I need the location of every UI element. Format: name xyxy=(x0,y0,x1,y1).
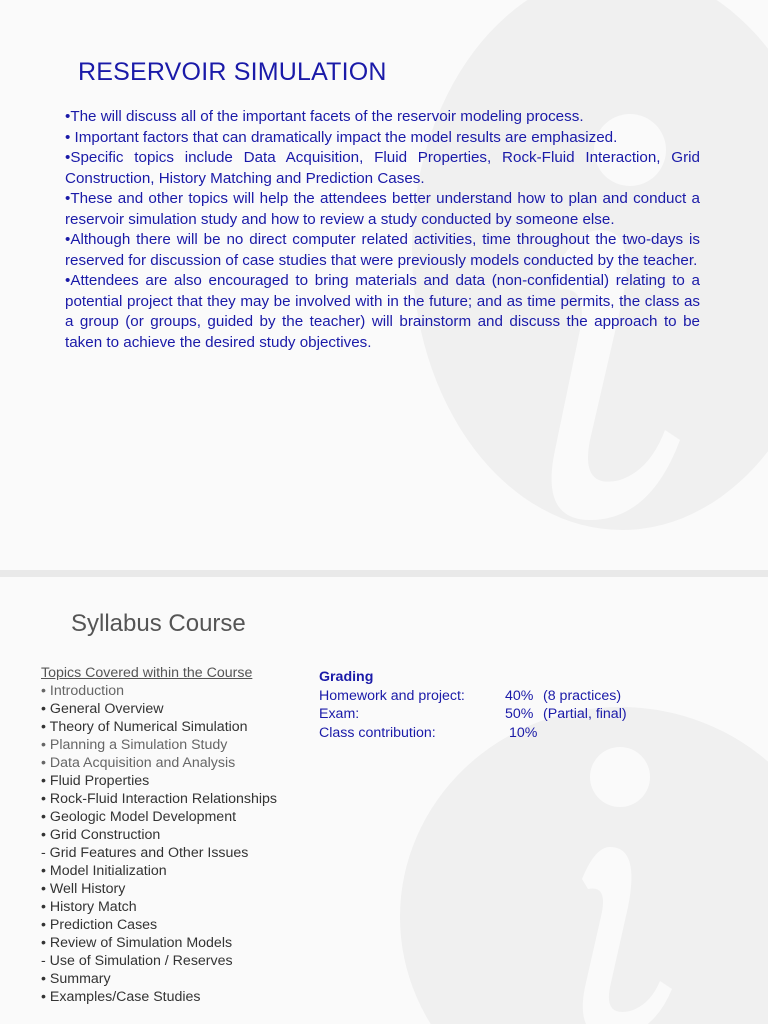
paragraph: •These and other topics will help the attendees better understand how to plan and conduct a reservoir simulation study and how to review a study conducted by someone else. xyxy=(65,190,700,228)
list-item: • Well History xyxy=(41,881,126,897)
list-item: - Grid Features and Other Issues xyxy=(41,845,249,861)
grade-row xyxy=(319,705,627,724)
list-item: • Rock-Fluid Interaction Relationships xyxy=(41,791,278,807)
list-item: • Planning a Simulation Study xyxy=(41,737,228,753)
grade-note: (Partial, final) xyxy=(543,706,627,722)
list-item: • Prediction Cases xyxy=(41,917,158,933)
grade-row xyxy=(319,724,538,743)
grading-title: Grading xyxy=(319,669,374,685)
list-item: • Geologic Model Development xyxy=(41,809,237,825)
grade-value: 10% xyxy=(505,724,538,741)
list-item: • Examples/Case Studies xyxy=(41,989,201,1005)
grade-value: 40% xyxy=(505,687,534,704)
topics-list xyxy=(41,664,277,1006)
grade-label: Class contribution: xyxy=(319,724,436,741)
slide-title: RESERVOIR SIMULATION xyxy=(78,58,387,86)
grade-value: 50% xyxy=(505,706,534,722)
paragraph: • Important factors that can dramatically impact the model results are emphasized. xyxy=(65,128,618,146)
grade-note: (8 practices) xyxy=(543,687,622,704)
list-item: • Introduction xyxy=(41,683,125,699)
paragraph: •The will discuss all of the important facets of the reservoir modeling process. xyxy=(65,108,584,125)
grade-label: Exam: xyxy=(319,706,360,722)
list-item: • Model Initialization xyxy=(41,863,167,879)
list-item: • History Match xyxy=(41,899,137,915)
paragraph: •Specific topics include Data Acquisition, Fluid Properties, Rock-Fluid Interaction, Grid Construction, History Matching and Prediction Cases. xyxy=(65,149,700,187)
list-item: • Theory of Numerical Simulation xyxy=(41,719,248,735)
list-item: • Summary xyxy=(41,971,111,987)
grade-row xyxy=(319,687,622,706)
grade-label: Homework and project: xyxy=(319,687,465,704)
list-item: • Grid Construction xyxy=(41,827,161,843)
slide-title: Syllabus Course xyxy=(71,610,246,637)
paragraph: •Although there will be no direct computer related activities, time throughout the two-days is reserved for discussion of case studies that were previously models conducted by the teacher. xyxy=(65,231,700,269)
list-item: • Review of Simulation Models xyxy=(41,935,233,951)
list-item: • General Overview xyxy=(41,701,164,717)
paragraph: •Attendees are also encouraged to bring materials and data (non-confidential) relating to a potential project that they may be involved with in the future; and as time permits, the class as a group (or groups, guided by the teacher) will brainstorm and discuss the approach to be taken to achieve the desired study objectives. xyxy=(65,272,700,351)
info-i-icon xyxy=(540,737,760,1024)
topics-heading: Topics Covered within the Course xyxy=(41,665,253,681)
grading-section xyxy=(319,668,627,742)
slide-body xyxy=(65,107,700,353)
list-item: • Fluid Properties xyxy=(41,773,150,789)
list-item: - Use of Simulation / Reserves xyxy=(41,953,233,969)
list-item: • Data Acquisition and Analysis xyxy=(41,755,236,771)
